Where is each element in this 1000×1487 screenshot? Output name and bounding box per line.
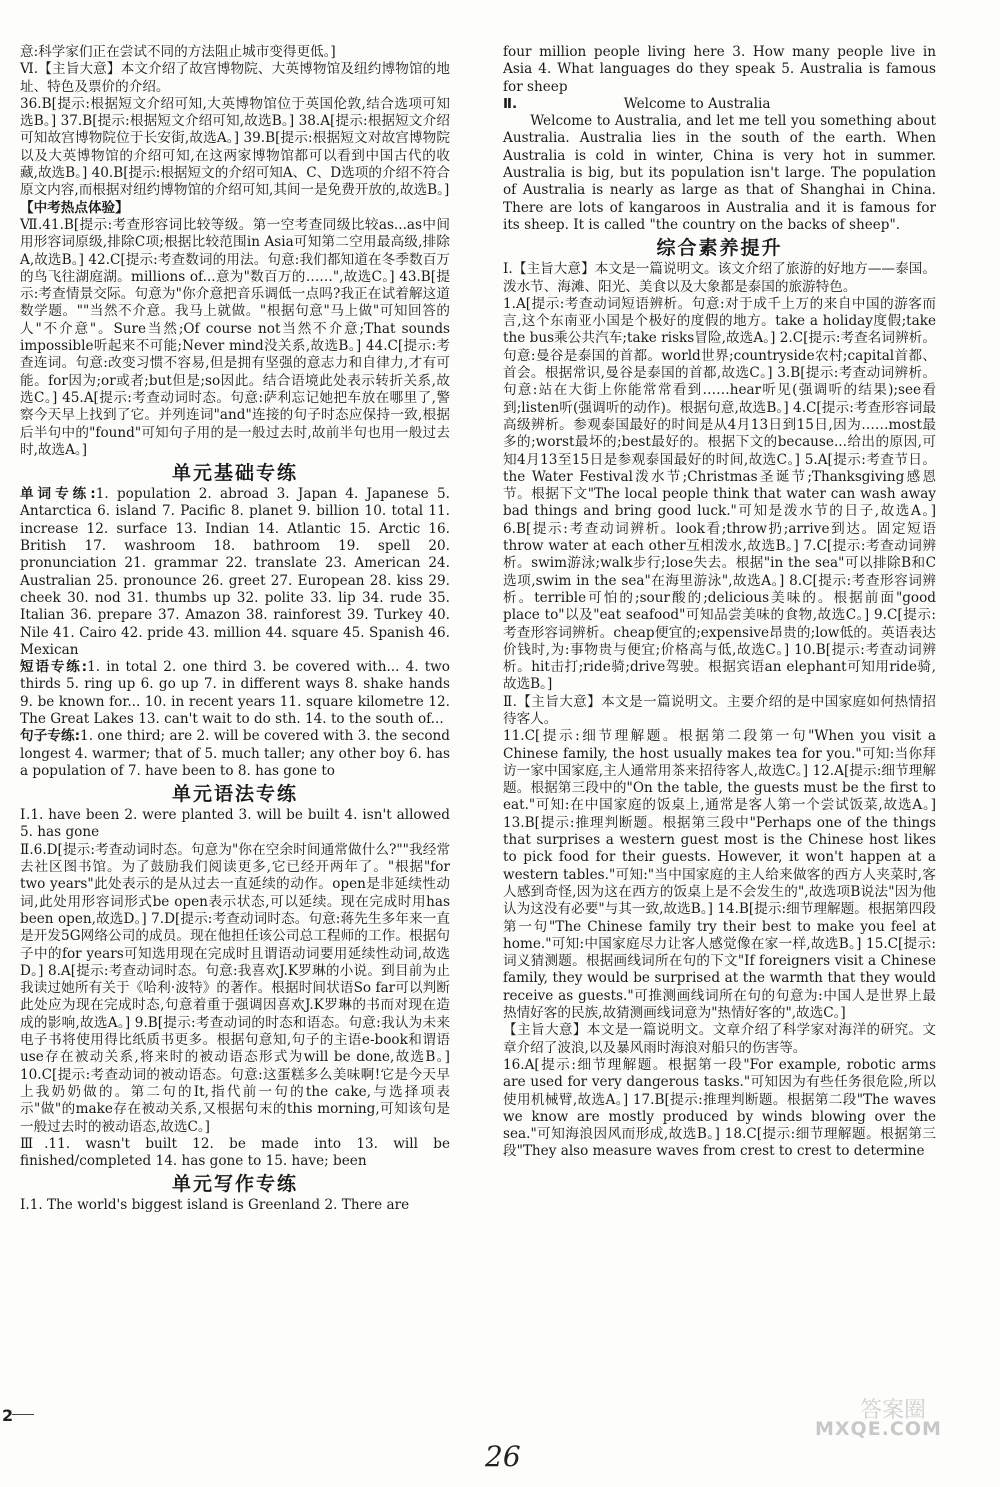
comp-main-idea-3: 【主旨大意】本文是一篇说明文。文章介绍了科学家对海洋的研究。文章介绍了波浪,以及暴风雨时海浪对船只的伤害等。	[503, 1022, 936, 1056]
right-column	[503, 44, 936, 1161]
comp-answers-1-10: 1.A[提示:考查动词短语辨析。句意:对于成千上万的来自中国的游客而言,这个东南亚小国是个极好的度假的地方。take a holiday度假;take the bus乘公共汽车;take risks冒险,故选A。] 2.C[提示:考查名词辨析。句意:曼谷是泰国的首都。world世界;countryside农村;capital首都、首会。根据常识,曼谷是泰国的首都,故选C。] 3.B[提示:考查动词辨析。句意:站在大街上你能常常看到……hear听见(强调听的结果);see看到;listen听(强调听的动作)。根据句意,故选B。] 4.C[提示:考查形容词最高级辨析。参观泰国最好的时间是从4月13日到15日,因为……most最多的;worst最坏的;best最好的。根据下文的because...给出的原因,可知4月13至15日是参观泰国最好的时间,故选C。] 5.A[提示:考查节日。the Water Festival泼水节;Christmas圣诞节;Thanksgiving感恩节。根据下文"The local people think that water can wash away bad things and bring good luck."可知是泼水节的日子,故选A。] 6.B[提示:考查动词辨析。look看;throw扔;arrive到达。固定短语throw water at each other互相泼水,故选B。] 7.C[提示:考查动词辨析。swim游泳;walk步行;lose失去。根据"in the sea"可以排除B和C选项,swim in the sea"在海里游泳",故选A。] 8.C[提示:考查形容词辨析。terrible可怕的;sour酸的;delicious美味的。根据前面"good place to"以及"eat seafood"可知品尝美味的食物,故选C。] 9.C[提示:考查形容词辨析。cheap便宜的;expensive昂贵的;low低的。英语表达价钱时,为:事物贵与便宜;价格高与低,故选C。] 10.B[提示:考查动词辨析。hit击打;ride骑;drive驾驶。根据宾语an elephant可知用ride骑,故选B。]	[503, 295, 936, 693]
para-continuation: 意:科学家们正在尝试不同的方法阻止城市变得更低。]	[20, 44, 336, 60]
para-answers-36-40: 36.B[提示:根据短文介绍可知,大英博物馆位于英国伦敦,结合选项可知选B。] 37.B[提示:根据短文介绍可知,故选B。] 38.A[提示:根据短文介绍可知故宫博物院位于长安街,故选A。] 39.B[提示:根据短文对故宫博物院以及大英博物馆的介绍可知,在这两家博物馆都可以看到中国古代的收藏,故选B。] 40.B[提示:根据短文的介绍可知A、C、D选项的介绍不符合原文内容,而根据对纽约博物馆的介绍可知,其间一是免费开放的,故选B。]	[20, 95, 450, 199]
section-title-basic: 单元基础专练	[171, 462, 298, 485]
comp-main-idea-1: Ⅰ.【主旨大意】本文是一篇说明文。该文介绍了旅游的好地方——泰国。泼水节、海滩、阳光、美食以及大象都是泰国的旅游特色。	[503, 261, 936, 295]
writing-part-2-title-line	[503, 96, 936, 113]
comp-answers-11-15: 11.C[提示:细节理解题。根据第二段第一句"When you visit a Chinese family, the host usually makes tea for you."可知:当你拜访一家中国家庭,主人通常用茶来招待客人,故选C。] 12.A[提示:细节理解题。根据第三段中的"On the table, the guests must be the first to eat."可知:在中国家庭的饭桌上,通常是客人第一个尝试饭菜,故选A。] 13.B[提示:推理判断题。根据第三段中"Perhaps one of the things that surprises a western guest most is the Chinese host likes to pick food for their guests. However, it won't happen at a western tables."可知:"当中国家庭的主人给来做客的西方人夹菜时,客人感到奇怪,因为这在西方的饭桌上是不会发生的",故选项B说法"因为他认为这没有必要"与其一致,故选B。] 14.B[提示:细节理解题。根据第四段第一句"The Chinese family try their best to make you feel at home."可知:中国家庭尽力让客人感觉像在家一样,故选B。] 15.C[提示:词义猜测题。根据画线词所在句的下文"If foreigners visit a Chinese family, they would be surprised at the warmth that they would receive as guests."可推测画线词所在句的句意为:中国人是世界上最热情好客的民族,故猜测画线词意为"热情好客的",故选C。]	[503, 728, 936, 1022]
para-main-idea-museums: Ⅵ.【主旨大意】本文介绍了故宫博物院、大英博物馆及纽约博物馆的地址、特色及票价的介绍。	[20, 61, 450, 95]
sentence-practice	[20, 728, 450, 780]
para-answers-41-45: Ⅶ.41.B[提示:考查形容词比较等级。第一空考查同级比较as...as中间用形容词原级,排除C项;根据比较范围in Asia可知第二空用最高级,排除A,故选B。] 42.C[提示:考查数词的用法。句意:我们都知道在冬季数百万的鸟飞往湖庭湖。millions of...意为"数百万的……",故选C。] 43.B[提示:考查情景交际。句意为"你介意把音乐调低一点吗?我正在试着解这道数学题。""当然不介意。我马上就做。"根据句意"马上做"可知回答的人"不介意"。Sure当然;Of course not当然不介意;That sounds impossible听起来不可能;Never mind没关系,故选B。] 44.C[提示:考查连词。句意:改变习惯不容易,但是拥有坚强的意志力和自律力,才有可能。for因为;or或者;but但是;so因此。结合语境此处表示转折关系,故选C。] 45.A[提示:考查动词时态。句意:萨利忘记她把车放在哪里了,警察今天早上找到了它。并列连词"and"连接的句子时态应保持一致,根据后半句中的"found"可知句子用的是一般过去时,故前半句也用一般过去时,故选A。]	[20, 216, 450, 458]
essay-body: Welcome to Australia, and let me tell you something about Australia. Australia lies in the south of the earth. When Australia is cold in winter, China is very hot in summer. Australia is big, but its population isn't large. The population of Australia is nearly as large as that of Shanghai in China. There are lots of kangaroos in Australia and it is famous for its sheep. It is called "the country on the backs of sheep".	[503, 113, 936, 233]
phrase-answers: 1. in total 2. one third 3. be covered with... 4. two thirds 5. ring up 6. go up 7. in different ways 8. shake hands 9. be known for... 10. in recent years 11. square kilometre 12. The Great Lakes 13. can't wait to do sth. 14. to the south of...	[20, 659, 450, 727]
comp-answers-16-18: 16.A[提示:细节理解题。根据第一段"For example, robotic arms are used for very dangerous tasks."可知因为有些任务很危险,所以使用机械臂,故选A。] 17.B[提示:推理判断题。根据第二段"The waves we know are mostly produced by winds blowing over the sea."可知海浪因风而形成,故选B。] 18.C[提示:细节理解题。根据第三段"They also measure waves from crest to crest to determine	[503, 1056, 936, 1160]
watermark-text: MXQE.COM	[815, 1418, 942, 1440]
essay-title: Welcome to Australia	[623, 95, 771, 112]
writing-part-1: Ⅰ.1. The world's biggest island is Greenland 2. There are	[20, 1197, 410, 1214]
grammar-part-2: Ⅱ.6.D[提示:考查动词时态。句意为"你在空余时间通常做什么?""我经常去社区图书馆。为了鼓励我们阅读更多,它已经开两年了。"根据"for two years"此处表示的是从过去一直延续的动作。open是非延续性动词,此处用形容词形式be open表示状态,可以延续。现在完成时用has been open,故选D。] 7.D[提示:考查动词时态。句意:蒋先生多年来一直是开发5G网络公司的成员。现在他担任该公司总工程师的工作。根据句子中的for years可知选用现在完成时且谓语动词要用延续性动词,故选D。] 8.A[提示:考查动词时态。句意:我喜欢J.K罗琳的小说。到目前为止我读过她所有关于《哈利·波特》的著作。根据时间状语So far可以判断此处应为现在完成时态,句意着重于强调因喜欢J.K罗琳的书而对现在造成的影响,故选A。] 9.B[提示:考查动词的时态和语态。句意:我认为未来电子书将使用得比纸质书更多。根据句意知,句子的主语e-book和谓语use存在被动关系,将来时的被动语态形式为will be done,故选B。] 10.C[提示:考查动词的被动语态。句意:这蛋糕多么美味啊!它是今天早上我奶奶做的。第二句的It,指代前一句的the cake,与选择项表示"做"的make存在被动关系,又根据句末的this morning,可知该句是一般过去时的被动语态,故选C。]	[20, 841, 450, 1135]
roman-two: Ⅱ.	[503, 95, 518, 112]
grammar-part-3: Ⅲ.11. wasn't built 12. be made into 13. will be finished/completed 14. has gone to 15. have; been	[20, 1135, 450, 1170]
comp-main-idea-2: Ⅱ.【主旨大意】本文是一篇说明文。主要介绍的是中国家庭如何热情招待客人。	[503, 693, 936, 727]
left-column	[20, 44, 450, 1215]
section-title-writing: 单元写作专练	[171, 1173, 298, 1196]
sentence-heading: 句子专练:	[20, 728, 81, 745]
phrase-practice	[20, 659, 450, 728]
grammar-part-1: Ⅰ.1. have been 2. were planted 3. will be built 4. isn't allowed 5. has gone	[20, 807, 450, 841]
heading-exam-hotspot: 【中考热点体验】	[20, 199, 129, 216]
page-number: 26	[485, 1440, 521, 1473]
corner-mark: 2	[2, 1406, 14, 1425]
section-title-grammar: 单元语法专练	[171, 783, 298, 806]
watermark-logo: 答案圈	[860, 1398, 927, 1423]
vocab-heading: 单词专练:	[20, 486, 96, 503]
sentence-answers: 1. one third; are 2. will be covered with 3. the second longest 4. warmer; that of 5. much taller; any other boy 6. has a population of 7. have been to 8. has gone to	[20, 728, 451, 779]
phrase-heading: 短语专练:	[20, 659, 88, 676]
corner-rule	[12, 1414, 34, 1415]
section-title-comprehensive: 综合素养提升	[656, 237, 783, 260]
writing-continuation: four million people living here 3. How many people live in Asia 4. What languages do they speak 5. Australia is famous for sheep	[503, 44, 936, 95]
vocab-answers: 1. population 2. abroad 3. Japan 4. Japanese 5. Antarctica 6. island 7. Pacific 8. planet 9. billion 10. total 11. increase 12. surface 13. Indian 14. Atlantic 15. Arctic 16. British 17. washroom 18. bathroom 19. spell 20. pronunciation 21. grammar 22. translate 23. American 24. Australian 25. pronounce 26. greet 27. European 28. kiss 29. cheek 30. nod 31. thumbs up 32. polite 33. lip 34. rude 35. Italian 36. prepare 37. Amazon 38. rainforest 39. Turkey 40. Nile 41. Cairo 42. pride 43. million 44. square 45. Spanish 46. Mexican	[20, 486, 450, 658]
vocab-practice	[20, 486, 450, 659]
